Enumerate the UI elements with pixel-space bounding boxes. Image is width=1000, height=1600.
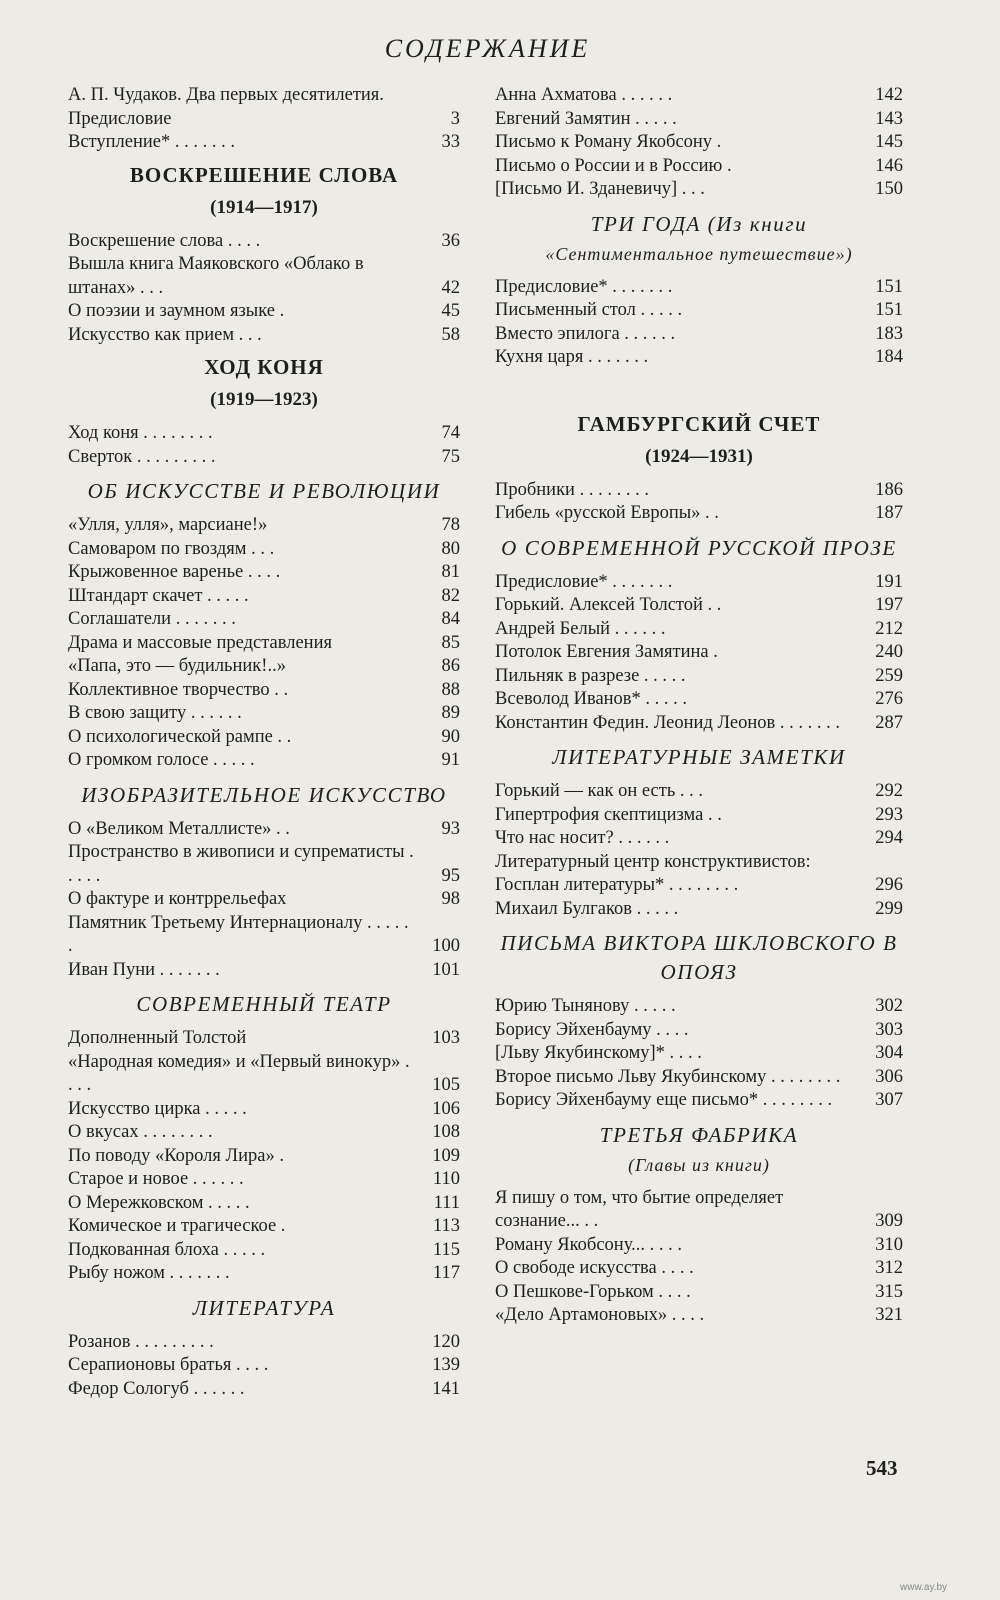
toc-entry-page: 309 [875,1211,903,1231]
toc-entry [495,346,903,370]
toc-entry-page: 78 [441,515,460,535]
toc-entry-title: Константин Федин. Леонид Леонов . . . . . . . [495,712,840,733]
toc-entry-page: 321 [875,1305,903,1325]
toc-entry-page: 146 [875,155,903,176]
toc-entry-title: Анна Ахматова . . . . . . [495,85,673,105]
toc-entry-title: Евгений Замятин . . . . . [495,108,677,129]
toc-entry [495,502,903,526]
toc-entry-title: Пространство в живописи и супрематисты . . . . . [68,842,414,886]
toc-entry [68,1215,460,1239]
subsection-heading: ЛИТЕРАТУРА [192,1295,336,1320]
toc-entry [495,1304,903,1328]
toc-entry [495,1257,903,1281]
toc-entry-title: Комическое и трагическое . [68,1216,286,1236]
toc-entry-page: 315 [875,1281,903,1302]
toc-entry-title: «Папа, это — будильник!..» [68,656,286,676]
toc-entry [68,300,460,324]
toc-entry-page: 296 [875,875,903,895]
toc-entry [68,1378,460,1402]
toc-entry-title: По поводу «Короля Лира» . [68,1145,284,1166]
toc-entry [495,827,903,851]
toc-entry-title: Письменный стол . . . . . [495,300,683,320]
toc-entry [495,851,903,898]
toc-entry-page: 306 [875,1066,903,1087]
toc-entry-title: Самоваром по гвоздям . . . [68,538,275,559]
subsection-heading: ИЗОБРАЗИТЕЛЬНОЕ ИСКУССТВО [81,782,447,807]
subsection-heading: ОБ ИСКУССТВЕ И РЕВОЛЮЦИИ [87,479,441,503]
toc-entry-page: 240 [875,642,903,662]
toc-entry-title: Серапионовы братья . . . . [68,1355,269,1375]
toc-entry-page: 292 [875,781,903,801]
toc-entry-page: 187 [875,503,903,523]
toc-entry [68,1121,460,1145]
toc-entry [495,84,903,108]
toc-entry-page: 150 [875,179,903,199]
toc-entry [68,1145,460,1169]
toc-entry-page: 293 [875,804,903,825]
toc-entry-title: Соглашатели . . . . . . . [68,609,236,629]
toc-entry-page: 113 [432,1216,460,1236]
toc-entry [495,178,903,202]
toc-entry-page: 42 [441,277,460,298]
toc-entry-title: [Письмо И. Зданевичу] . . . [495,179,705,199]
toc-entry [68,1027,460,1051]
toc-entry-page: 310 [875,1234,903,1255]
toc-entry [495,131,903,155]
toc-entry-title: Кухня царя . . . . . . . [495,347,649,367]
toc-entry-page: 212 [875,618,903,639]
toc-entry-page: 183 [875,323,903,344]
toc-entry-title: Воскрешение слова . . . . [68,230,261,251]
toc-entry-page: 101 [432,959,460,980]
toc-entry-page: 191 [875,571,903,592]
toc-entry-title: Предисловие* . . . . . . . [495,276,673,297]
toc-entry-title: В свою защиту . . . . . . [68,703,242,723]
toc-entry-page: 108 [432,1122,460,1142]
toc-entry-page: 33 [441,132,460,152]
toc-entry-title: Искусство цирка . . . . . [68,1098,247,1119]
toc-entry [495,594,903,618]
toc-entry-title: О поэзии и заумном языке . [68,301,285,321]
toc-entry-page: 58 [441,324,460,345]
toc-entry-title: «Дело Артамоновых» . . . . [495,1305,705,1325]
toc-entry-title: Вышла книга Маяковского «Облако в штанах» . . . [68,254,364,298]
toc-entry-title: Вместо эпилога . . . . . . [495,323,676,344]
toc-entry-page: 145 [875,132,903,152]
toc-entry [68,561,460,585]
toc-entry [495,571,903,595]
toc-entry-title: Сверток . . . . . . . . . [68,446,216,467]
toc-entry [68,632,460,656]
subsection-heading: ЛИТЕРАТУРНЫЕ ЗАМЕТКИ [552,745,846,769]
toc-entry-page: 91 [441,750,460,770]
toc-entry-title: «Улля, улля», марсиане!» [68,515,268,535]
toc-entry-title: Борису Эйхенбауму еще письмо* . . . . . . . . [495,1090,833,1110]
toc-entry-title: Борису Эйхенбауму . . . . [495,1019,689,1040]
contents-right-column [495,84,903,1328]
toc-entry-page: 141 [432,1378,460,1399]
toc-entry-title: Предисловие* . . . . . . . [495,571,673,592]
toc-entry-title: Юрию Тынянову . . . . . [495,996,676,1016]
toc-entry-title: Памятник Третьему Интернационалу . . . . . . [68,912,409,956]
toc-entry-page: 95 [441,865,460,886]
toc-entry-page: 303 [875,1019,903,1040]
toc-entry-title: О Пешкове-Горьком . . . . [495,1281,691,1302]
toc-entry-page: 184 [875,347,903,367]
toc-entry [68,1168,460,1192]
toc-entry-page: 312 [875,1258,903,1278]
toc-entry [68,422,460,446]
toc-entry-title: Розанов . . . . . . . . . [68,1331,214,1352]
toc-entry-page: 82 [441,585,460,606]
toc-entry-page: 100 [432,936,460,956]
toc-entry-title: Андрей Белый . . . . . . [495,618,666,639]
toc-entry-page: 111 [433,1192,460,1213]
toc-entry-title: [Льву Якубинскому]* . . . . [495,1043,702,1063]
section-gap [495,370,903,404]
toc-entry-page: 36 [441,230,460,251]
toc-entry [68,1262,460,1286]
toc-entry-title: Дополненный Толстой [68,1028,247,1048]
toc-entry-page: 299 [875,898,903,919]
toc-entry [495,1066,903,1090]
toc-entry [495,641,903,665]
toc-entry-title: Вступление* . . . . . . . [68,132,235,152]
toc-entry [68,324,460,348]
toc-entry [495,276,903,300]
toc-entry [495,712,903,736]
toc-entry-page: 109 [432,1145,460,1166]
toc-entry [68,446,460,470]
toc-entry-title: Старое и новое . . . . . . [68,1169,244,1189]
toc-entry [495,898,903,922]
toc-entry-title: Крыжовенное варенье . . . . [68,562,281,582]
section-years: (1924—1931) [645,445,753,467]
toc-entry [495,1042,903,1066]
subsection-heading: ТРИ ГОДА (Из книги [590,211,808,236]
toc-entry [68,959,460,983]
toc-entry [495,479,903,503]
toc-entry-title: Михаил Булгаков . . . . . [495,898,679,919]
toc-entry-page: 110 [432,1169,460,1189]
toc-entry [68,1354,460,1378]
toc-entry [68,679,460,703]
toc-entry-page: 142 [875,85,903,105]
toc-entry [68,84,460,131]
toc-entry-page: 84 [441,609,460,629]
toc-entry [68,253,460,300]
toc-entry [495,323,903,347]
toc-entry-title: Пильняк в разрезе . . . . . [495,665,686,686]
toc-entry-title: А. П. Чудаков. Два первых десятилетия. Предисловие [68,85,384,129]
toc-entry-page: 151 [875,276,903,297]
toc-entry-title: Потолок Евгения Замятина . [495,642,718,662]
toc-entry-page: 75 [441,446,460,467]
toc-entry [68,1098,460,1122]
toc-entry [68,888,460,912]
toc-entry-page: 186 [875,479,903,500]
toc-entry-title: Второе письмо Льву Якубинскому . . . . . . . . [495,1066,841,1087]
toc-entry-page: 151 [875,300,903,320]
toc-entry-page: 259 [875,665,903,686]
toc-entry-title: Коллективное творчество . . [68,679,289,700]
toc-entry-title: Что нас носит? . . . . . . [495,828,670,848]
section-heading: ВОСКРЕШЕНИЕ СЛОВА [129,162,399,187]
toc-entry-page: 89 [441,703,460,723]
subsection-heading: ТРЕТЬЯ ФАБРИКА [599,1122,799,1147]
toc-entry-title: Драма и массовые представления [68,632,332,653]
toc-entry [68,230,460,254]
toc-entry [495,1019,903,1043]
toc-entry [68,749,460,773]
toc-entry-page: 90 [441,726,460,747]
toc-entry [68,608,460,632]
toc-entry [495,1089,903,1113]
toc-entry [68,818,460,842]
toc-entry [495,804,903,828]
toc-entry-page: 117 [432,1263,460,1283]
toc-entry-title: Письмо о России и в Россию . [495,155,732,176]
page-title: СОДЕРЖАНИЕ [384,34,591,63]
contents-left-column [68,84,460,1401]
subsection-subtitle: (Главы из книги) [628,1154,770,1175]
toc-entry-page: 197 [875,595,903,615]
toc-entry [68,912,460,959]
toc-entry-title: Горький — как он есть . . . [495,781,704,801]
toc-entry-page: 105 [432,1075,460,1095]
toc-entry-page: 80 [441,538,460,559]
toc-entry-title: Всеволод Иванов* . . . . . [495,689,688,709]
subsection-heading: О СОВРЕМЕННОЙ РУССКОЙ ПРОЗЕ [501,535,897,560]
toc-entry [68,1192,460,1216]
toc-entry [495,618,903,642]
toc-entry [68,538,460,562]
toc-entry [495,1281,903,1305]
toc-entry-page: 45 [441,301,460,321]
toc-entry-page: 106 [432,1098,460,1119]
toc-entry-title: О Мережковском . . . . . [68,1192,250,1213]
toc-entry-page: 93 [441,818,460,839]
toc-entry [68,726,460,750]
section-heading: ХОД КОНЯ [204,355,324,379]
watermark-text: www.ay.by [900,1582,948,1593]
section-years: (1914—1917) [210,196,318,218]
toc-entry-page: 307 [875,1090,903,1110]
toc-entry-title: О громком голосе . . . . . [68,750,255,770]
subsection-heading: СОВРЕМЕННЫЙ ТЕАТР [136,992,392,1016]
toc-entry-title: Гибель «русской Европы» . . [495,503,719,523]
toc-entry [495,780,903,804]
toc-entry-page: 98 [441,889,460,909]
toc-entry [495,688,903,712]
section-years: (1919—1923) [210,389,318,410]
toc-entry-title: О вкусах . . . . . . . . [68,1122,213,1142]
toc-entry-page: 294 [875,828,903,848]
section-heading: ГАМБУРГСКИЙ СЧЕТ [577,411,821,436]
subsection-subtitle: «Сентиментальное путешествие») [545,243,853,264]
toc-entry-page: 85 [441,632,460,653]
toc-entry-title: Подкованная блоха . . . . . [68,1239,266,1260]
toc-entry [495,108,903,132]
toc-entry [68,514,460,538]
toc-entry-title: Ход коня . . . . . . . . [68,423,213,443]
toc-entry-page: 143 [875,108,903,129]
toc-entry [68,1239,460,1263]
toc-entry-page: 3 [450,108,460,129]
toc-entry-title: О «Великом Металлисте» . . [68,818,290,839]
toc-entry-title: Роману Якобсону... . . . . [495,1234,682,1255]
toc-entry-page: 120 [432,1331,460,1352]
toc-entry [495,665,903,689]
toc-entry-title: О свободе искусства . . . . [495,1258,694,1278]
toc-entry-title: Письмо к Роману Якобсону . [495,132,722,152]
toc-entry [495,1187,903,1234]
toc-entry [495,155,903,179]
toc-entry [68,841,460,888]
toc-entry-title: Литературный центр конструктивистов: Госплан литературы* . . . . . . . . [495,851,811,895]
toc-entry-title: Иван Пуни . . . . . . . [68,959,220,980]
toc-entry-title: «Народная комедия» и «Первый винокур» . . . . [68,1051,410,1095]
toc-entry-title: Гипертрофия скептицизма . . [495,804,722,825]
toc-entry-title: Горький. Алексей Толстой . . [495,595,722,615]
toc-entry [495,299,903,323]
toc-entry-title: О психологической рампе . . [68,726,292,747]
page-number: 543 [866,1456,898,1480]
toc-entry [68,1331,460,1355]
toc-entry-page: 74 [441,423,460,443]
toc-entry-page: 81 [441,562,460,582]
toc-entry [68,1051,460,1098]
toc-entry-title: Федор Сологуб . . . . . . [68,1378,245,1399]
toc-entry [68,702,460,726]
toc-entry-title: Искусство как прием . . . [68,324,262,345]
toc-entry-title: О фактуре и контррельефах [68,889,287,909]
toc-entry-title: Рыбу ножом . . . . . . . [68,1263,230,1283]
toc-entry [68,655,460,679]
subsection-heading: ПИСЬМА ВИКТОРА ШКЛОВСКОГО В ОПОЯЗ [500,931,898,984]
toc-entry [495,995,903,1019]
toc-entry-page: 115 [432,1239,460,1260]
toc-entry-page: 304 [875,1043,903,1063]
toc-entry-page: 287 [875,712,903,733]
toc-entry-title: Пробники . . . . . . . . [495,479,649,500]
toc-entry [495,1234,903,1258]
toc-entry-page: 276 [875,689,903,709]
toc-entry [68,585,460,609]
toc-entry-page: 139 [432,1355,460,1375]
toc-entry-title: Штандарт скачет . . . . . [68,585,249,606]
toc-entry-title: Я пишу о том, что бытие определяет сознание... . . [495,1187,784,1231]
toc-entry-page: 103 [432,1028,460,1048]
toc-entry [68,131,460,155]
toc-entry-page: 86 [441,656,460,676]
toc-entry-page: 88 [441,679,460,700]
toc-entry-page: 302 [875,996,903,1016]
